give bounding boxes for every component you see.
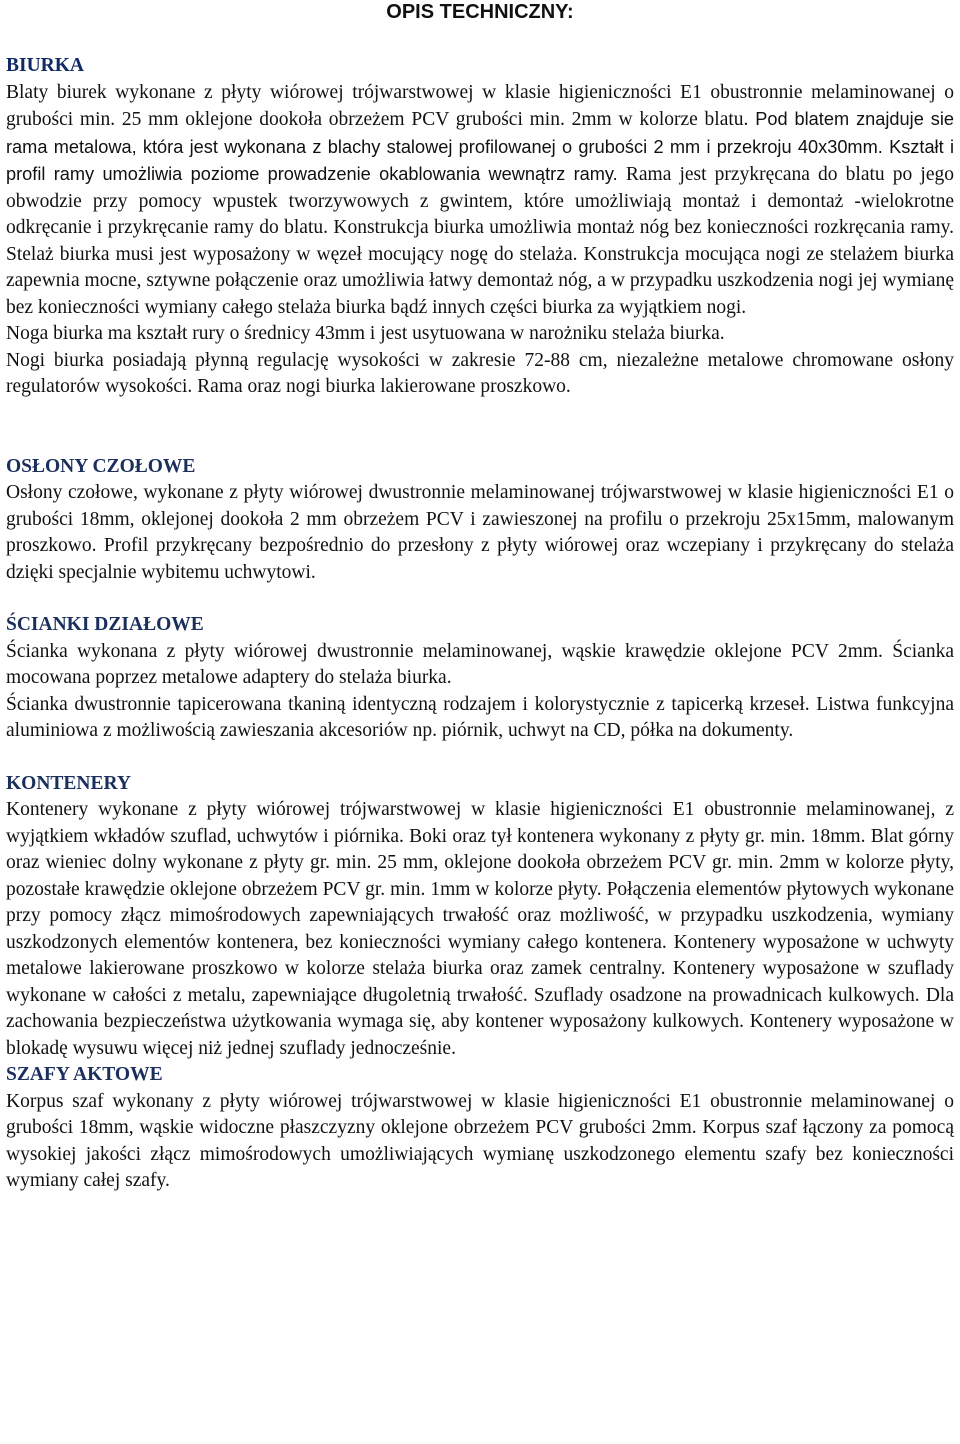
section-scianki (6, 612, 954, 745)
paragraph: Osłony czołowe, wykonane z płyty wiórowej dwustronnie melaminowanej trójwarstwowej w klasie higieniczności E1 o grubości 18mm, oklejonej dookoła 2 mm obrzeżem PCV i zawieszonej na profilu o przekroju 25x15mm, malowanym proszkowo. Profil przykręcany bezpośrednio do przesłony z płyty wiórowej oraz wczepiany i przykręcany do stelaża dzięki specjalnie wybitemu uchwytowi. (6, 482, 954, 583)
section-kontenery (6, 771, 954, 1063)
paragraph (6, 80, 954, 322)
section-heading-biurka: BIURKA (6, 55, 85, 76)
paragraph-text: Blaty biurek wykonane z płyty wiórowej trójwarstwowej w klasie higieniczności E1 obustronnie melaminowanej o grubości min. 25 mm oklejone dookoła obrzeżem PCV grubości min. 2mm w kolorze blatu. (6, 81, 954, 130)
section-heading-szafy: SZAFY AKTOWE (6, 1064, 163, 1085)
page-title: OPIS TECHNICZNY: (386, 1, 574, 23)
paragraph-text-sans: Pod blatem znajduje sie rama metalowa, która jest wykonana z blachy stalowej profilowanej o grubości 2 mm i przekroju 40x30mm. Kształt i profil ramy umożliwia poziome prowadzenie okablowania wewnątrz ramy. (6, 109, 955, 184)
paragraph: Nogi biurka posiadają płynną regulację wysokości w zakresie 72-88 cm, niezależne metalowe chromowane osłony regulatorów wysokości. Rama oraz nogi biurka lakierowane proszkowo. (6, 349, 954, 397)
paragraph: Korpus szaf wykonany z płyty wiórowej trójwarstwowej w klasie higieniczności E1 obustronnie melaminowanej o grubości 18mm, wąskie widoczne płaszczyzny oklejone obrzeżem PCV grubości 2mm. Korpus szaf łączony za pomocą wysokiej jakości złącz mimośrodowych umożliwiających wymianę uszkodzonego elementu szafy bez konieczności wymiany całej szafy. (6, 1090, 954, 1191)
paragraph: Kontenery wykonane z płyty wiórowej trójwarstwowej w klasie higieniczności E1 obustronnie melaminowanej, z wyjątkiem wkładów szuflad, uchwytów i piórnika. Boki oraz tył kontenera wykonany z płyty gr. min. 18mm. Blat górny oraz wieniec dolny wykonane z płyty gr. min. 25 mm, oklejone dookoła obrzeżem PCV gr. min. 2mm w kolorze płyty, pozostałe krawędzie oklejone obrzeżem PCV gr. min. 1mm w kolorze płyty. Połączenia elementów płytowych wykonane przy pomocy złącz mimośrodowych zapewniających trwałość oraz możliwość, w przypadku uszkodzenia, wymiany uszkodzonych elementów kontenera, bez konieczności wymiany całego kontenera. Kontenery wyposażone w uchwyty metalowe lakierowane proszkowo w kolorze stelaża biurka oraz zamek centralny. Kontenery wyposażone w szuflady wykonane w całości z metalu, zapewniające długoletnią trwałość. Szuflady osadzone na prowadnicach kulkowych. Dla zachowania bezpieczeństwa użytkowania wymaga się, aby kontener wyposażony kulkowych. Kontenery wyposażone w blokadę wysuwu więcej niż jednej szuflady jednocześnie. (6, 799, 954, 1059)
section-heading-scianki: ŚCIANKI DZIAŁOWE (6, 614, 204, 635)
section-biurka (6, 53, 954, 401)
paragraph: Ścianka wykonana z płyty wiórowej dwustronnie melaminowanej, wąskie krawędzie oklejone PCV 2mm. Ścianka mocowana poprzez metalowe adaptery do stelaża biurka. (6, 640, 954, 688)
section-oslony (6, 454, 954, 587)
section-heading-oslony: OSŁONY CZOŁOWE (6, 455, 196, 477)
section-szafy (6, 1062, 954, 1195)
paragraph: Ścianka dwustronnie tapicerowana tkaniną identyczną rodzajem i kolorystycznie z tapicerką krzeseł. Listwa funkcyjna aluminiowa z możliwością zawieszania akcesoriów np. piórnik, uchwyt na CD, półka na dokumenty. (6, 693, 954, 741)
document-page (6, 0, 954, 1195)
paragraph-text: Rama jest przykręcana do blatu po jego obwodzie przy pomocy wpustek tworzywowych z gwintem, które umożliwiają montaż i demontaż -wielokrotne odkręcanie i przykręcanie ramy do blatu. Konstrukcja biurka umożliwia montaż nóg bez konieczności rozkręcania ramy. Stelaż biurka musi jest wyposażony w węzeł mocujący nogę do stelaża. Konstrukcja mocująca nogi ze stelażem biurka zapewnia mocne, sztywne połączenie oraz umożliwia łatwy demontaż nóg, a w przypadku uszkodzenia nogi jej wymianę bez konieczności wymiany całego stelaża biurka bądź innych części biurka za wyjątkiem nogi. (6, 164, 954, 318)
paragraph: Noga biurka ma kształt rury o średnicy 43mm i jest usytuowana w narożniku stelaża biurka. (6, 323, 725, 344)
spacer (6, 586, 954, 612)
section-heading-kontenery: KONTENERY (6, 772, 131, 794)
spacer (6, 401, 954, 454)
spacer (6, 745, 954, 771)
